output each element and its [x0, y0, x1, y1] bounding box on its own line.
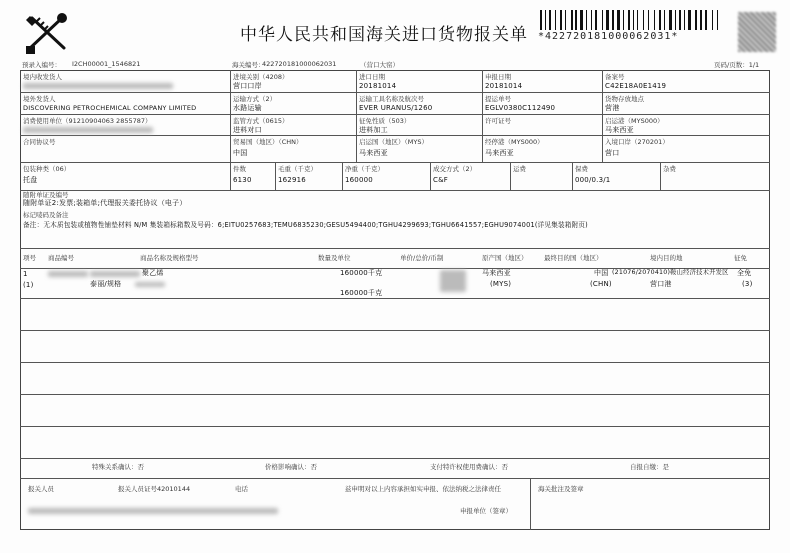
barcode-bar: [578, 10, 579, 30]
supervision-label: 监管方式（0615）: [233, 117, 289, 125]
barcode-bar: [675, 10, 676, 30]
import-date-value: 20181014: [359, 82, 397, 90]
royalty-confirm: 支付特许权使用费确认：否: [430, 463, 508, 471]
col-origin: 原产国（地区）: [482, 254, 528, 262]
name-redacted: [90, 271, 140, 277]
goods-spec: 泰丽/规格: [90, 280, 122, 288]
freight-label: 运费: [513, 165, 526, 173]
consignee-redacted: [23, 83, 173, 89]
pre-entry-label: 预录入编号：: [22, 61, 61, 69]
barcode-bar: [610, 10, 611, 30]
cargo-place-label: 货物存放地点: [605, 95, 644, 103]
col-final-dest: 最终目的国（地区）: [544, 254, 603, 262]
barcode-bar: [719, 10, 720, 30]
col-description: 商品名称及规格型号: [140, 254, 199, 262]
declaring-unit-label: 申报单位（签章）: [460, 507, 512, 515]
barcode-bar: [575, 10, 577, 30]
barcode-bar: [631, 10, 632, 30]
barcode-bar: [584, 10, 585, 30]
barcode-bar: [598, 10, 601, 30]
insurance-value: 000/0.3/1: [575, 176, 611, 184]
barcode-bar: [555, 10, 556, 30]
barcode-bar: [700, 10, 702, 30]
pre-entry-number: I2CH00001_1546821: [72, 60, 141, 68]
origin-value: 马来西亚: [359, 149, 388, 157]
trade-country-label: 贸易国（地区）（CHN）: [233, 138, 303, 146]
barcode-bar: [574, 10, 575, 30]
barcode-bar: [625, 10, 628, 30]
declarant-cert: 报关人员证号42010144: [118, 485, 191, 493]
goods-item-no: 1: [23, 270, 28, 278]
col-hs-code: 商品编号: [48, 254, 74, 262]
barcode-bar: [655, 10, 658, 30]
goods-dest-code: (CHN): [590, 280, 612, 288]
price-redacted: [440, 270, 466, 292]
barcode-bar: [580, 10, 583, 30]
goods-levy: 全免: [737, 269, 752, 277]
cargo-place-value: 营港: [605, 104, 620, 112]
barcode-bar: [708, 10, 711, 30]
customs-emblem-icon: [22, 12, 70, 56]
col-domestic-dest: 境内目的地: [650, 254, 683, 262]
barcode-bar: [549, 10, 551, 30]
terms-value: C&F: [433, 176, 448, 184]
barcode-bar: [705, 10, 707, 30]
barcode-bar: [703, 10, 705, 30]
consumer-redacted: [23, 127, 153, 133]
barcode-bar: [602, 10, 603, 30]
barcode-bar: [617, 10, 620, 30]
barcode-bar: [552, 10, 554, 30]
barcode-bar: [679, 10, 681, 30]
phone-label: 电话: [235, 485, 248, 493]
import-port-label: 进境关别（4208）: [233, 73, 289, 81]
insurance-label: 保费: [575, 165, 588, 173]
barcode-bar: [586, 10, 588, 30]
barcode-bar: [588, 10, 590, 30]
customs-endorsement: 海关批注及签章: [538, 485, 584, 493]
barcode-bar: [543, 10, 545, 30]
shipper-value: DISCOVERING PETROCHEMICAL COMPANY LIMITED: [23, 104, 197, 112]
barcode-bar: [540, 10, 542, 30]
entry-label: 入境口岸（270201）: [605, 138, 669, 146]
net-label: 净重（千克）: [345, 165, 384, 173]
barcode-bar: [669, 10, 672, 30]
trade-country-value: 中国: [233, 149, 248, 157]
barcode-bar: [686, 10, 688, 30]
barcode-bar: [645, 10, 647, 30]
docs-label: 随附单证及编号: [23, 191, 69, 199]
goods-dest-place: (21076/2070410)鞍山经济技术开发区: [612, 269, 729, 276]
entry-value: 营口: [605, 149, 620, 157]
barcode-bar: [621, 10, 622, 30]
barcode-bar: [560, 10, 562, 30]
transport-value: 水路运输: [233, 104, 262, 112]
barcode-bar: [637, 10, 638, 30]
hs-code-redacted: [48, 271, 88, 277]
barcode-bar: [659, 10, 661, 30]
terms-label: 成交方式（2）: [433, 165, 477, 173]
customs-note: （营口大窑）: [360, 61, 399, 69]
col-price: 单价/总价/币制: [400, 254, 444, 262]
bl-value: EGLV0380C112490: [485, 104, 556, 112]
levy-label: 征免性质（503）: [359, 117, 411, 125]
remarks-value: 备注：无木质包装或植物性铺垫材料 N/M 集装箱标箱数及号码：6;EITU0257683;TEMU6835230;GESU5494400;TGHU4299693;TGHU6641557;EGHU9074001(详见集装箱附页): [23, 221, 588, 229]
misc-label: 杂费: [663, 165, 676, 173]
import-date-label: 进口日期: [359, 73, 385, 81]
import-port-value: 营口口岸: [233, 82, 262, 90]
barcode-bar: [698, 10, 699, 30]
contract-label: 合同协议号: [23, 138, 56, 146]
declarant-unit-redacted: [28, 508, 278, 514]
barcode-bar: [604, 10, 606, 30]
gross-label: 毛重（千克）: [278, 165, 317, 173]
barcode-bar: [635, 10, 636, 30]
goods-name: 聚乙烯: [142, 269, 164, 277]
bl-label: 提运单号: [485, 95, 511, 103]
barcode-bar: [684, 10, 685, 30]
barcode-bar: [650, 10, 653, 30]
barcode-bar: [623, 10, 624, 30]
page-indicator: 页码/页数：1/1: [714, 61, 760, 69]
pieces-label: 件数: [233, 165, 246, 173]
vessel-value: EVER URANUS/1260: [359, 104, 433, 112]
barcode-bar: [547, 10, 548, 30]
declarant-label: 报关人员: [28, 485, 54, 493]
barcode-bar: [633, 10, 635, 30]
customs-number-label: 海关编号：: [232, 61, 265, 69]
transport-label: 运输方式（2）: [233, 95, 277, 103]
self-declare: 自报自缴：是: [630, 463, 669, 471]
col-levy: 征免: [734, 254, 747, 262]
marks-label: 标记唛码及备注: [23, 211, 69, 219]
barcode-bar: [606, 10, 609, 30]
customs-number: 422720181000062031: [262, 60, 337, 68]
license-label: 许可证号: [485, 117, 511, 125]
shipper-label: 境外发货人: [23, 95, 56, 103]
barcode-bar: [628, 10, 630, 30]
barcode-bar: [545, 10, 546, 30]
barcode-bar: [565, 10, 566, 30]
declare-date-label: 申报日期: [485, 73, 511, 81]
form-title: 中华人民共和国海关进口货物报关单: [240, 25, 528, 45]
pack-label: 包装种类（06）: [23, 165, 71, 173]
vessel-label: 运输工具名称及航次号: [359, 95, 424, 103]
goods-qty2: 160000千克: [340, 289, 383, 297]
barcode-bar: [556, 10, 559, 30]
net-value: 160000: [345, 176, 373, 184]
barcode-bar: [643, 10, 645, 30]
goods-origin: 马来西亚: [482, 269, 511, 277]
pack-value: 托盘: [23, 176, 38, 184]
pieces-value: 6130: [233, 176, 252, 184]
barcode-bar: [682, 10, 683, 30]
consignee-label: 境内收发货人: [23, 73, 62, 81]
barcode-bar: [673, 10, 675, 30]
origin-country-label: 启运港（MYS000）: [605, 117, 664, 125]
spec-redacted: [135, 282, 165, 287]
barcode-bar: [692, 10, 694, 30]
barcode: [540, 10, 720, 30]
barcode-bar: [595, 10, 598, 30]
barcode-bar: [593, 10, 594, 30]
barcode-bar: [695, 10, 698, 30]
goods-origin-code: (MYS): [490, 280, 512, 288]
port-value: 马来西亚: [485, 149, 514, 157]
barcode-bar: [714, 10, 716, 30]
col-quantity: 数量及单位: [318, 254, 351, 262]
barcode-bar: [648, 10, 649, 30]
special-relation: 特殊关系确认：否: [92, 463, 144, 471]
docs-value: 随附单证2:发票;装箱单;代理报关委托协议（电子）: [23, 199, 187, 207]
barcode-bar: [563, 10, 565, 30]
filing-label: 备案号: [605, 73, 625, 81]
barcode-bar: [654, 10, 655, 30]
consumer-label: 消费使用单位（91210904063 2855787）: [23, 117, 152, 125]
statement: 兹申明对以上内容承担如实申报、依法纳税之法律责任: [345, 485, 501, 493]
barcode-bar: [712, 10, 714, 30]
barcode-bar: [662, 10, 663, 30]
barcode-bar: [666, 10, 668, 30]
barcode-bar: [612, 10, 614, 30]
barcode-bar: [571, 10, 573, 30]
barcode-bar: [591, 10, 592, 30]
port-label: 经停港（MYS000）: [485, 138, 544, 146]
barcode-text: *422720181000062031*: [538, 31, 679, 42]
barcode-bar: [664, 10, 666, 30]
barcode-bar: [717, 10, 718, 30]
gross-value: 162916: [278, 176, 306, 184]
origin-label: 启运国（地区）（MYS）: [359, 138, 428, 146]
goods-dest: 中国: [594, 269, 609, 277]
supervision-value: 进料对口: [233, 126, 262, 134]
qr-code: [738, 12, 776, 52]
barcode-bar: [677, 10, 678, 30]
price-impact: 价格影响确认：否: [265, 463, 317, 471]
goods-sub-no: (1): [23, 281, 34, 289]
barcode-bar: [567, 10, 570, 30]
goods-dest-place2: 营口港: [650, 280, 672, 288]
goods-qty1: 160000千克: [340, 269, 383, 277]
col-item-no: 项号: [23, 254, 36, 262]
levy-value: 进料加工: [359, 126, 388, 134]
barcode-bar: [639, 10, 642, 30]
filing-value: C42E18A0E1419: [605, 82, 667, 90]
barcode-bar: [615, 10, 617, 30]
goods-levy-code: (3): [742, 280, 753, 288]
barcode-bar: [688, 10, 691, 30]
declare-date-value: 20181014: [485, 82, 523, 90]
origin-country-value: 马来西亚: [605, 126, 634, 134]
